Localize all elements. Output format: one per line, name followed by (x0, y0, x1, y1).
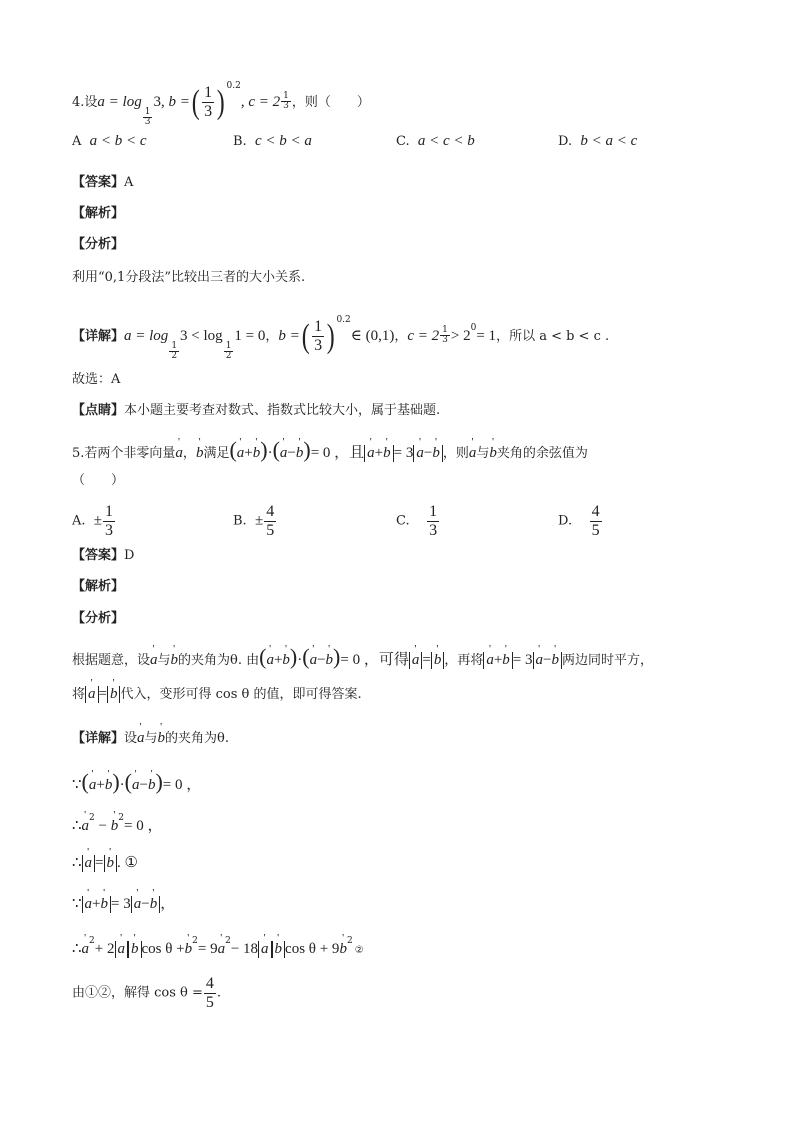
q5-fenxi-label: 【分析】 (72, 611, 125, 626)
q5-option-d[interactable]: D. $\frac{4}{5}$ (558, 503, 600, 539)
q5-option-c[interactable]: C. $\frac{1}{3}$ (396, 503, 438, 539)
q4-dianjing: 【点睛】本小题主要考查对数式、指数式比较大小，属于基础题. (72, 403, 441, 418)
q4-guxuan: 故选：A (72, 372, 121, 387)
q5-step3: ∴' a =' b . ① (72, 855, 138, 872)
q4-option-b[interactable]: B. c < b < a (233, 133, 312, 149)
q5-fenxi-line1: 根据题意，设' a与' b的夹角为θ. 由(' a+' b)·(' a−' b)= 0 ，可得' a =' b ，再将' a+' b = 3' a−' b 两边同时平方， (72, 646, 653, 669)
q5-final: 由①②，解得 cos θ = $\frac{4}{5}$ . (72, 975, 222, 1011)
q5-answer: 【答案】D (72, 548, 135, 563)
q4-answer: 【答案】A (72, 175, 134, 190)
q5-option-a[interactable]: A. ± $\frac{1}{3}$ (72, 503, 114, 539)
q4-analysis-label: 【解析】 (72, 206, 125, 221)
q5-option-b[interactable]: B. ± $\frac{4}{5}$ (233, 503, 275, 539)
q5-step2: ∴' $a^2$ − ' $b^2= 0$ ， (72, 814, 162, 834)
q4-option-c[interactable]: C. a < c < b (396, 133, 475, 149)
q5-blank: （ ） (72, 473, 125, 488)
q4-fenxi-label: 【分析】 (72, 237, 125, 252)
q4-detail: 【详解】a = log $\frac{1}{2}$ 3 < log $\frac{1}{2}$ 1 = 0，b =( $\frac{1}{3}$ ) $^{0.2}$∈ (0,1)，c = 2 $\frac{1}{3}$ > $2^0= 1$，所以 a < b < c . (72, 315, 610, 362)
q4-option-d[interactable]: D. b < a < c (558, 133, 638, 149)
q5-analysis-label: 【解析】 (72, 579, 125, 594)
q5-step4: ∵' a+' b = 3' a−' b ， (72, 896, 175, 913)
q4-fenxi-text: 利用“0,1分段法”比较出三者的大小关系. (72, 270, 306, 285)
q4-number: 4. (72, 95, 85, 110)
q4-stem: 4.设a = log $\frac{1}{3}$ 3, b =( $\frac{1}{3}$ ) $^{0.2}$, c = 2 $\frac{1}{3}$ ，则（ ） (72, 81, 370, 128)
q5-fenxi-line2: 将' a =' b 代入，变形可得 cos θ 的值，即可得答案. (72, 686, 362, 703)
q5-step1: ∵(' a+' b)·(' a−' b)= 0 ， (72, 771, 201, 793)
q5-stem: 5.若两个非零向量' a，' b满足(' a+' b)·(' a−' b)= 0 ，且' a+' b = 3' a−' b ，则' a与' b夹角的余弦值为 (72, 439, 588, 462)
q5-detail-line: 【详解】设' a与' b的夹角为θ. (72, 731, 229, 746)
q4-option-a[interactable]: A a < b < c (72, 133, 147, 149)
q5-step5: ∴' $a^2+ 2'$ a' b cos θ +' $b^2= 9'$ $a^2- 18'$ a' b cos θ + 9' $b^2②$ (72, 937, 366, 958)
